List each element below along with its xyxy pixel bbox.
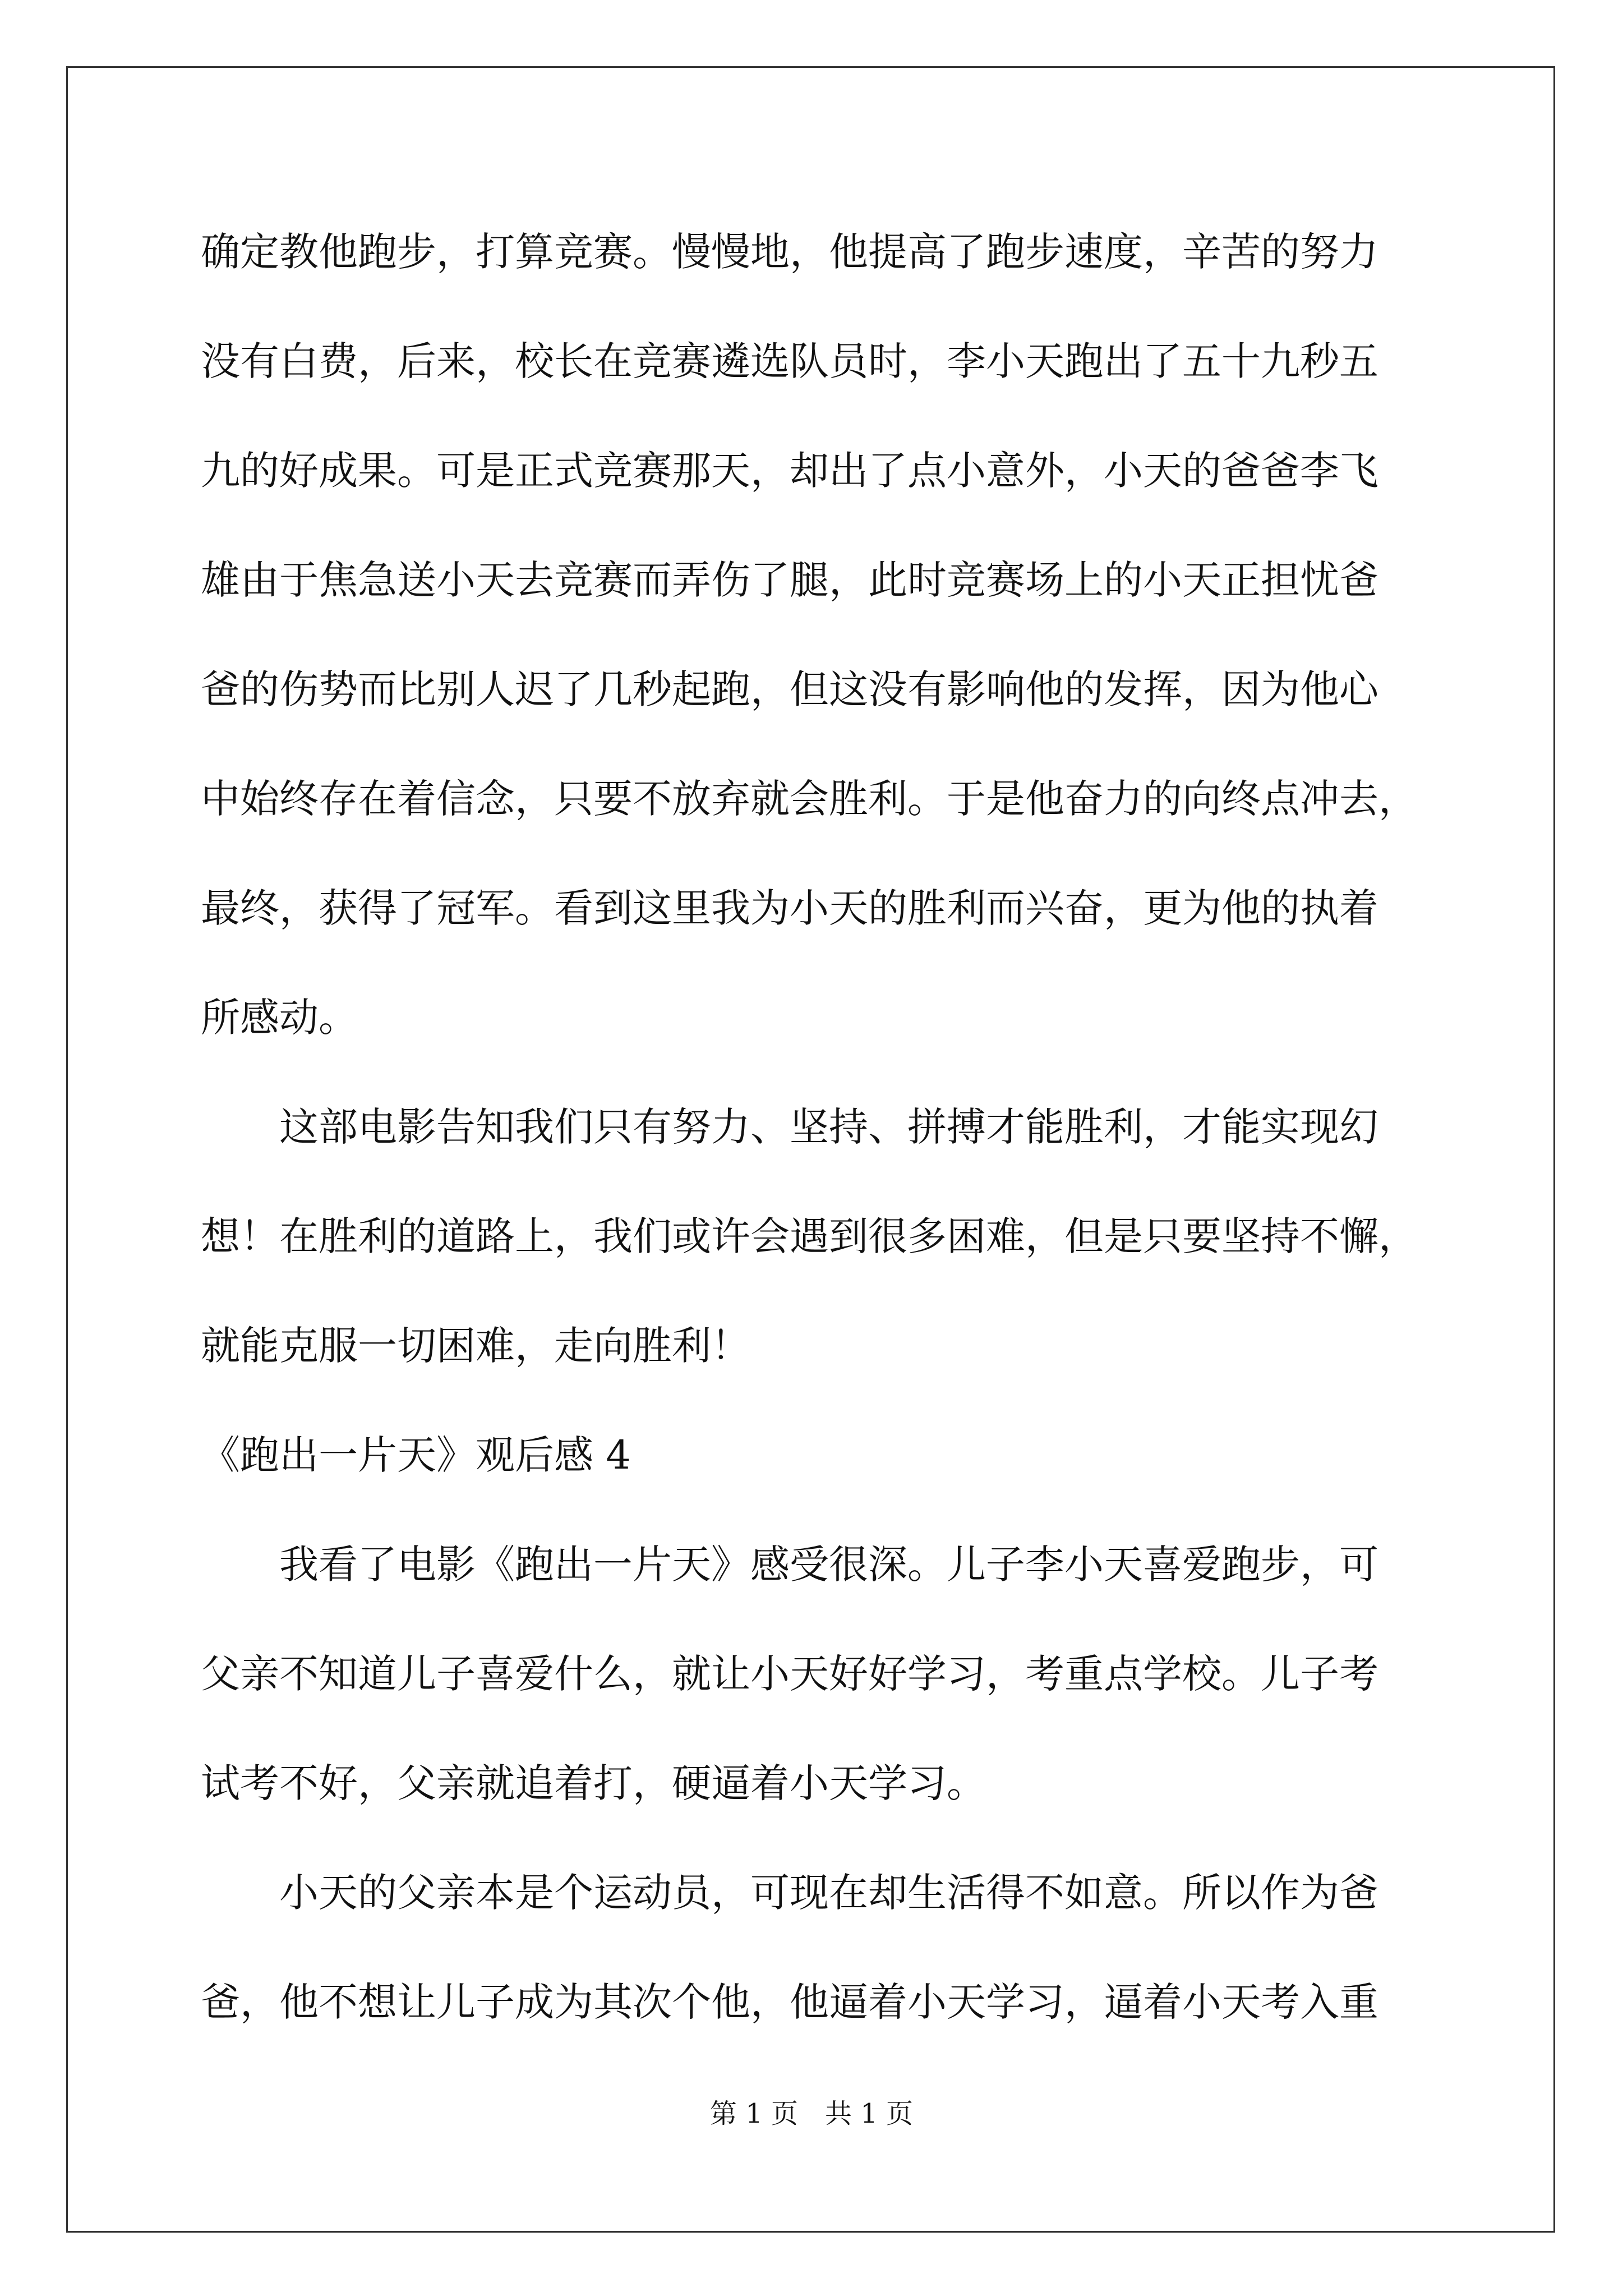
document-body: [201, 197, 1463, 2057]
paragraph-line: 爸的伤势而比别人迟了几秒起跑，但这没有影响他的发挥，因为他心: [201, 666, 1378, 712]
paragraph-line: 中始终存在着信念，只要不放弃就会胜利。于是他奋力的向终点冲去，: [201, 776, 1418, 822]
paragraph-line: 雄由于焦急送小天去竞赛而弄伤了腿，此时竞赛场上的小天正担忧爸: [201, 557, 1378, 603]
paragraph-2: [201, 1073, 1463, 1401]
paragraph-line: 我看了电影《跑出一片天》感受很深。儿子李小天喜爱跑步，可: [279, 1542, 1378, 1588]
paragraph-line: 父亲不知道儿子喜爱什么，就让小天好好学习，考重点学校。儿子考: [201, 1651, 1378, 1697]
paragraph-1: [201, 197, 1463, 1073]
section-heading: 《跑出一片天》观后感 4: [201, 1432, 631, 1478]
paragraph-line: 爸，他不想让儿子成为其次个他，他逼着小天学习，逼着小天考入重: [201, 1979, 1378, 2025]
paragraph-line: 就能克服一切困难，走向胜利！: [201, 1323, 750, 1369]
paragraph-line: 最终，获得了冠军。看到这里我为小天的胜利而兴奋，更为他的执着: [201, 885, 1378, 931]
paragraph-3: [201, 1510, 1463, 1838]
paragraph-line: 试考不好，父亲就追着打，硬逼着小天学习。: [201, 1760, 986, 1806]
paragraph-line: 九的好成果。可是正式竞赛那天，却出了点小意外，小天的爸爸李飞: [201, 448, 1378, 494]
paragraph-line: 确定教他跑步，打算竞赛。慢慢地，他提高了跑步速度，辛苦的努力: [201, 229, 1378, 275]
paragraph-4: [201, 1838, 1463, 2057]
paragraph-line: 这部电影告知我们只有努力、坚持、拼搏才能胜利，才能实现幻: [279, 1104, 1378, 1150]
page-number: 第 1 页 共 1 页: [709, 2098, 914, 2129]
paragraph-line: 没有白费，后来，校长在竞赛遴选队员时，李小天跑出了五十九秒五: [201, 338, 1378, 384]
paragraph-line: 想！在胜利的道路上，我们或许会遇到很多困难，但是只要坚持不懈，: [201, 1213, 1418, 1259]
paragraph-line: 所感动。: [201, 995, 358, 1041]
paragraph-line: 小天的父亲本是个运动员，可现在却生活得不如意。所以作为爸: [279, 1870, 1378, 1916]
